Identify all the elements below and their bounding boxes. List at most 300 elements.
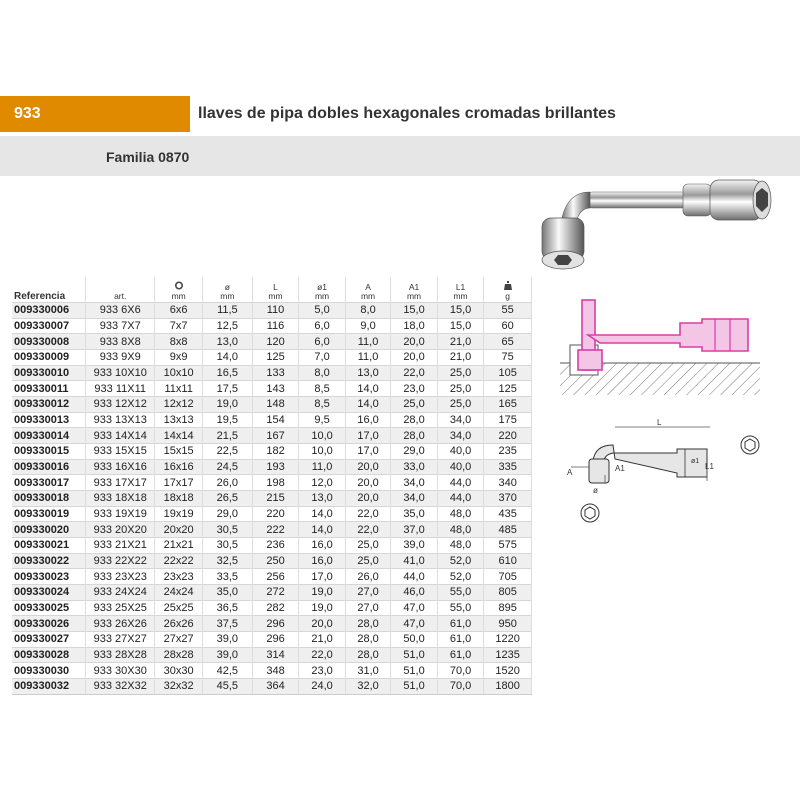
cell-diameter: 29,0 bbox=[202, 506, 252, 522]
cell-size: 32x32 bbox=[155, 679, 203, 695]
cell-size: 22x22 bbox=[155, 553, 203, 569]
cell-diameter1: 23,0 bbox=[299, 663, 346, 679]
cell-length: 222 bbox=[252, 522, 299, 538]
cell-a: 25,0 bbox=[345, 553, 390, 569]
cell-a: 28,0 bbox=[345, 632, 390, 648]
cell-referencia: 009330024 bbox=[12, 585, 86, 601]
product-table bbox=[12, 277, 532, 695]
cell-size: 25x25 bbox=[155, 600, 203, 616]
cell-diameter: 26,0 bbox=[202, 475, 252, 491]
cell-diameter: 19,0 bbox=[202, 397, 252, 413]
cell-l1: 70,0 bbox=[437, 663, 484, 679]
cell-weight: 1220 bbox=[484, 632, 532, 648]
dim-label-d1: ø1 bbox=[691, 458, 700, 465]
cell-art: 933 23X23 bbox=[86, 569, 155, 585]
cell-weight: 75 bbox=[484, 350, 532, 366]
cell-diameter: 30,5 bbox=[202, 538, 252, 554]
cell-art: 933 30X30 bbox=[86, 663, 155, 679]
cell-size: 18x18 bbox=[155, 491, 203, 507]
column-header-weight bbox=[484, 277, 532, 303]
cell-diameter: 22,5 bbox=[202, 444, 252, 460]
cell-l1: 21,0 bbox=[437, 334, 484, 350]
cell-referencia: 009330009 bbox=[12, 350, 86, 366]
cell-a1: 39,0 bbox=[391, 538, 438, 554]
cell-diameter: 32,5 bbox=[202, 553, 252, 569]
cell-diameter1: 9,5 bbox=[299, 412, 346, 428]
cell-length: 236 bbox=[252, 538, 299, 554]
table-row bbox=[12, 334, 532, 350]
cell-a1: 47,0 bbox=[391, 616, 438, 632]
cell-weight: 895 bbox=[484, 600, 532, 616]
cell-weight: 105 bbox=[484, 365, 532, 381]
cell-referencia: 009330020 bbox=[12, 522, 86, 538]
cell-a: 13,0 bbox=[345, 365, 390, 381]
cell-length: 133 bbox=[252, 365, 299, 381]
cell-a: 31,0 bbox=[345, 663, 390, 679]
table-row bbox=[12, 350, 532, 366]
cell-diameter1: 16,0 bbox=[299, 553, 346, 569]
cell-weight: 950 bbox=[484, 616, 532, 632]
cell-diameter: 30,5 bbox=[202, 522, 252, 538]
cell-weight: 65 bbox=[484, 334, 532, 350]
cell-size: 11x11 bbox=[155, 381, 203, 397]
wrench-product-image bbox=[528, 178, 778, 273]
cell-diameter1: 14,0 bbox=[299, 506, 346, 522]
cell-length: 154 bbox=[252, 412, 299, 428]
cell-art: 933 11X11 bbox=[86, 381, 155, 397]
column-label: A bbox=[365, 282, 371, 292]
cell-a1: 34,0 bbox=[391, 475, 438, 491]
column-unit: mm bbox=[406, 291, 422, 301]
cell-a1: 50,0 bbox=[391, 632, 438, 648]
column-header-referencia bbox=[12, 277, 86, 303]
cell-size: 30x30 bbox=[155, 663, 203, 679]
cell-diameter: 26,5 bbox=[202, 491, 252, 507]
cell-diameter: 35,0 bbox=[202, 585, 252, 601]
table-row bbox=[12, 475, 532, 491]
column-header-a bbox=[345, 277, 390, 303]
table-body bbox=[12, 303, 532, 695]
cell-length: 314 bbox=[252, 647, 299, 663]
cell-a: 8,0 bbox=[345, 303, 390, 319]
cell-size: 26x26 bbox=[155, 616, 203, 632]
cell-a1: 29,0 bbox=[391, 444, 438, 460]
column-header-l1 bbox=[437, 277, 484, 303]
cell-art: 933 9X9 bbox=[86, 350, 155, 366]
catalog-code: 933 bbox=[0, 96, 190, 132]
cell-diameter1: 14,0 bbox=[299, 522, 346, 538]
cell-diameter1: 12,0 bbox=[299, 475, 346, 491]
cell-diameter1: 21,0 bbox=[299, 632, 346, 648]
column-unit: mm bbox=[220, 291, 235, 301]
table-row bbox=[12, 663, 532, 679]
cell-size: 24x24 bbox=[155, 585, 203, 601]
cell-a1: 20,0 bbox=[391, 350, 438, 366]
table-row bbox=[12, 491, 532, 507]
cell-size: 17x17 bbox=[155, 475, 203, 491]
cell-diameter1: 22,0 bbox=[299, 647, 346, 663]
column-unit: art. bbox=[114, 291, 127, 301]
cell-weight: 175 bbox=[484, 412, 532, 428]
cell-size: 7x7 bbox=[155, 318, 203, 334]
cell-l1: 25,0 bbox=[437, 365, 484, 381]
cell-diameter1: 8,5 bbox=[299, 397, 346, 413]
cell-a1: 46,0 bbox=[391, 585, 438, 601]
cell-diameter1: 5,0 bbox=[299, 303, 346, 319]
cell-l1: 48,0 bbox=[437, 538, 484, 554]
wrench-section-drawing bbox=[560, 295, 760, 395]
cell-referencia: 009330027 bbox=[12, 632, 86, 648]
cell-size: 6x6 bbox=[155, 303, 203, 319]
table-row bbox=[12, 647, 532, 663]
cell-a: 16,0 bbox=[345, 412, 390, 428]
cell-diameter1: 8,5 bbox=[299, 381, 346, 397]
cell-referencia: 009330017 bbox=[12, 475, 86, 491]
table-row bbox=[12, 318, 532, 334]
cell-a: 28,0 bbox=[345, 616, 390, 632]
cell-diameter1: 16,0 bbox=[299, 538, 346, 554]
cell-a1: 51,0 bbox=[391, 647, 438, 663]
cell-a: 20,0 bbox=[345, 491, 390, 507]
cell-referencia: 009330023 bbox=[12, 569, 86, 585]
cell-size: 9x9 bbox=[155, 350, 203, 366]
cell-length: 256 bbox=[252, 569, 299, 585]
cell-weight: 1235 bbox=[484, 647, 532, 663]
cell-length: 250 bbox=[252, 553, 299, 569]
cell-weight: 610 bbox=[484, 553, 532, 569]
cell-l1: 40,0 bbox=[437, 444, 484, 460]
cell-a: 9,0 bbox=[345, 318, 390, 334]
cell-art: 933 21X21 bbox=[86, 538, 155, 554]
dim-label-L1: L1 bbox=[705, 462, 714, 471]
cell-a: 11,0 bbox=[345, 334, 390, 350]
cell-diameter1: 20,0 bbox=[299, 616, 346, 632]
cell-art: 933 15X15 bbox=[86, 444, 155, 460]
cell-diameter: 42,5 bbox=[202, 663, 252, 679]
column-label: ø bbox=[224, 282, 230, 292]
cell-a1: 20,0 bbox=[391, 334, 438, 350]
cell-weight: 340 bbox=[484, 475, 532, 491]
cell-diameter: 13,0 bbox=[202, 334, 252, 350]
cell-diameter: 36,5 bbox=[202, 600, 252, 616]
cell-length: 215 bbox=[252, 491, 299, 507]
cell-a1: 44,0 bbox=[391, 569, 438, 585]
dimension-diagram bbox=[565, 415, 785, 525]
cell-l1: 25,0 bbox=[437, 381, 484, 397]
cell-art: 933 27X27 bbox=[86, 632, 155, 648]
cell-length: 364 bbox=[252, 679, 299, 695]
column-label: L1 bbox=[455, 282, 466, 292]
cell-a: 17,0 bbox=[345, 444, 390, 460]
table-row bbox=[12, 569, 532, 585]
cell-diameter: 24,5 bbox=[202, 459, 252, 475]
cell-length: 182 bbox=[252, 444, 299, 460]
cell-l1: 52,0 bbox=[437, 553, 484, 569]
cell-weight: 165 bbox=[484, 397, 532, 413]
cell-weight: 125 bbox=[484, 381, 532, 397]
column-header-diameter1 bbox=[299, 277, 346, 303]
table-row bbox=[12, 459, 532, 475]
cell-size: 14x14 bbox=[155, 428, 203, 444]
cell-diameter1: 17,0 bbox=[299, 569, 346, 585]
cell-diameter1: 7,0 bbox=[299, 350, 346, 366]
cell-l1: 34,0 bbox=[437, 428, 484, 444]
cell-a: 25,0 bbox=[345, 538, 390, 554]
cell-diameter: 33,5 bbox=[202, 569, 252, 585]
cell-a1: 18,0 bbox=[391, 318, 438, 334]
cell-a: 11,0 bbox=[345, 350, 390, 366]
table-row bbox=[12, 553, 532, 569]
cell-referencia: 009330006 bbox=[12, 303, 86, 319]
cell-a1: 15,0 bbox=[391, 303, 438, 319]
cell-diameter1: 6,0 bbox=[299, 334, 346, 350]
cell-l1: 55,0 bbox=[437, 585, 484, 601]
cell-referencia: 009330010 bbox=[12, 365, 86, 381]
cell-size: 13x13 bbox=[155, 412, 203, 428]
cell-art: 933 10X10 bbox=[86, 365, 155, 381]
cell-a: 27,0 bbox=[345, 585, 390, 601]
cell-art: 933 8X8 bbox=[86, 334, 155, 350]
cell-length: 282 bbox=[252, 600, 299, 616]
cell-weight: 705 bbox=[484, 569, 532, 585]
cell-a1: 22,0 bbox=[391, 365, 438, 381]
table-row bbox=[12, 303, 532, 319]
cell-art: 933 14X14 bbox=[86, 428, 155, 444]
cell-art: 933 24X24 bbox=[86, 585, 155, 601]
column-header-diameter bbox=[202, 277, 252, 303]
cell-referencia: 009330030 bbox=[12, 663, 86, 679]
table-row bbox=[12, 585, 532, 601]
cell-a: 14,0 bbox=[345, 397, 390, 413]
cell-size: 12x12 bbox=[155, 397, 203, 413]
cell-diameter: 19,5 bbox=[202, 412, 252, 428]
column-header-size bbox=[155, 277, 203, 303]
cell-l1: 61,0 bbox=[437, 616, 484, 632]
cell-size: 8x8 bbox=[155, 334, 203, 350]
cell-length: 348 bbox=[252, 663, 299, 679]
cell-a: 14,0 bbox=[345, 381, 390, 397]
cell-length: 120 bbox=[252, 334, 299, 350]
cell-a: 26,0 bbox=[345, 569, 390, 585]
cell-l1: 21,0 bbox=[437, 350, 484, 366]
cell-size: 10x10 bbox=[155, 365, 203, 381]
cell-length: 148 bbox=[252, 397, 299, 413]
table-row bbox=[12, 538, 532, 554]
cell-referencia: 009330015 bbox=[12, 444, 86, 460]
cell-weight: 60 bbox=[484, 318, 532, 334]
table-row bbox=[12, 632, 532, 648]
dim-label-L: L bbox=[657, 418, 662, 427]
table-row bbox=[12, 600, 532, 616]
cell-diameter: 45,5 bbox=[202, 679, 252, 695]
dim-label-A1: A1 bbox=[615, 464, 625, 473]
cell-art: 933 28X28 bbox=[86, 647, 155, 663]
cell-size: 20x20 bbox=[155, 522, 203, 538]
column-unit: mm bbox=[360, 291, 376, 301]
cell-referencia: 009330014 bbox=[12, 428, 86, 444]
cell-weight: 575 bbox=[484, 538, 532, 554]
cell-diameter1: 8,0 bbox=[299, 365, 346, 381]
cell-diameter: 39,0 bbox=[202, 632, 252, 648]
cell-referencia: 009330028 bbox=[12, 647, 86, 663]
cell-art: 933 32X32 bbox=[86, 679, 155, 695]
column-header-art bbox=[86, 277, 155, 303]
column-unit: mm bbox=[171, 291, 186, 301]
dim-label-A: A bbox=[567, 468, 573, 477]
cell-diameter1: 10,0 bbox=[299, 428, 346, 444]
cell-art: 933 6X6 bbox=[86, 303, 155, 319]
cell-diameter: 16,5 bbox=[202, 365, 252, 381]
cell-length: 272 bbox=[252, 585, 299, 601]
cell-a1: 28,0 bbox=[391, 428, 438, 444]
table-row bbox=[12, 428, 532, 444]
table-row bbox=[12, 365, 532, 381]
cell-a1: 37,0 bbox=[391, 522, 438, 538]
cell-weight: 370 bbox=[484, 491, 532, 507]
cell-referencia: 009330018 bbox=[12, 491, 86, 507]
table-row bbox=[12, 522, 532, 538]
cell-a: 17,0 bbox=[345, 428, 390, 444]
cell-referencia: 009330026 bbox=[12, 616, 86, 632]
cell-diameter: 17,5 bbox=[202, 381, 252, 397]
column-label: Referencia bbox=[14, 291, 66, 302]
cell-l1: 55,0 bbox=[437, 600, 484, 616]
column-header-length bbox=[252, 277, 299, 303]
cell-l1: 25,0 bbox=[437, 397, 484, 413]
cell-diameter1: 10,0 bbox=[299, 444, 346, 460]
cell-art: 933 7X7 bbox=[86, 318, 155, 334]
cell-art: 933 16X16 bbox=[86, 459, 155, 475]
cell-referencia: 009330025 bbox=[12, 600, 86, 616]
cell-referencia: 009330011 bbox=[12, 381, 86, 397]
cell-diameter: 14,0 bbox=[202, 350, 252, 366]
cell-size: 16x16 bbox=[155, 459, 203, 475]
cell-weight: 220 bbox=[484, 428, 532, 444]
cell-weight: 485 bbox=[484, 522, 532, 538]
cell-diameter1: 19,0 bbox=[299, 585, 346, 601]
cell-art: 933 19X19 bbox=[86, 506, 155, 522]
cell-a: 28,0 bbox=[345, 647, 390, 663]
cell-length: 143 bbox=[252, 381, 299, 397]
column-label: L bbox=[273, 282, 278, 292]
cell-diameter1: 6,0 bbox=[299, 318, 346, 334]
cell-a: 20,0 bbox=[345, 475, 390, 491]
cell-l1: 52,0 bbox=[437, 569, 484, 585]
cell-a1: 33,0 bbox=[391, 459, 438, 475]
cell-length: 167 bbox=[252, 428, 299, 444]
cell-diameter1: 19,0 bbox=[299, 600, 346, 616]
cell-weight: 55 bbox=[484, 303, 532, 319]
cell-length: 125 bbox=[252, 350, 299, 366]
cell-diameter: 21,5 bbox=[202, 428, 252, 444]
page-title: llaves de pipa dobles hexagonales cromadas brillantes bbox=[198, 105, 616, 122]
cell-a1: 47,0 bbox=[391, 600, 438, 616]
cell-size: 27x27 bbox=[155, 632, 203, 648]
cell-diameter: 11,5 bbox=[202, 303, 252, 319]
cell-a1: 51,0 bbox=[391, 663, 438, 679]
cell-a1: 34,0 bbox=[391, 491, 438, 507]
cell-a: 27,0 bbox=[345, 600, 390, 616]
cell-a1: 23,0 bbox=[391, 381, 438, 397]
column-unit: mm bbox=[314, 291, 330, 301]
table-row bbox=[12, 381, 532, 397]
cell-referencia: 009330021 bbox=[12, 538, 86, 554]
cell-a1: 28,0 bbox=[391, 412, 438, 428]
cell-l1: 70,0 bbox=[437, 679, 484, 695]
cell-weight: 1800 bbox=[484, 679, 532, 695]
cell-a1: 51,0 bbox=[391, 679, 438, 695]
table-header-row bbox=[12, 277, 532, 303]
cell-diameter: 37,5 bbox=[202, 616, 252, 632]
cell-a: 32,0 bbox=[345, 679, 390, 695]
cell-art: 933 20X20 bbox=[86, 522, 155, 538]
cell-l1: 15,0 bbox=[437, 318, 484, 334]
cell-art: 933 13X13 bbox=[86, 412, 155, 428]
table-row bbox=[12, 412, 532, 428]
cell-referencia: 009330013 bbox=[12, 412, 86, 428]
cell-art: 933 22X22 bbox=[86, 553, 155, 569]
table-row bbox=[12, 616, 532, 632]
cell-referencia: 009330022 bbox=[12, 553, 86, 569]
cell-size: 28x28 bbox=[155, 647, 203, 663]
cell-l1: 48,0 bbox=[437, 506, 484, 522]
cell-length: 296 bbox=[252, 616, 299, 632]
cell-art: 933 18X18 bbox=[86, 491, 155, 507]
cell-size: 21x21 bbox=[155, 538, 203, 554]
dim-label-d: ø bbox=[593, 486, 598, 495]
cell-l1: 40,0 bbox=[437, 459, 484, 475]
table-row bbox=[12, 444, 532, 460]
cell-art: 933 12X12 bbox=[86, 397, 155, 413]
cell-length: 198 bbox=[252, 475, 299, 491]
column-label: ø1 bbox=[317, 282, 327, 292]
cell-a: 22,0 bbox=[345, 522, 390, 538]
cell-weight: 1520 bbox=[484, 663, 532, 679]
cell-a1: 35,0 bbox=[391, 506, 438, 522]
table-row bbox=[12, 397, 532, 413]
cell-weight: 235 bbox=[484, 444, 532, 460]
cell-referencia: 009330012 bbox=[12, 397, 86, 413]
column-unit: g bbox=[505, 291, 511, 301]
column-header-a1 bbox=[391, 277, 438, 303]
cell-weight: 435 bbox=[484, 506, 532, 522]
cell-l1: 34,0 bbox=[437, 412, 484, 428]
cell-art: 933 26X26 bbox=[86, 616, 155, 632]
column-unit: mm bbox=[453, 291, 468, 301]
cell-size: 23x23 bbox=[155, 569, 203, 585]
cell-a: 20,0 bbox=[345, 459, 390, 475]
table-row bbox=[12, 679, 532, 695]
cell-a1: 41,0 bbox=[391, 553, 438, 569]
cell-diameter: 12,5 bbox=[202, 318, 252, 334]
cell-referencia: 009330016 bbox=[12, 459, 86, 475]
cell-l1: 61,0 bbox=[437, 632, 484, 648]
cell-weight: 335 bbox=[484, 459, 532, 475]
cell-a1: 25,0 bbox=[391, 397, 438, 413]
cell-length: 220 bbox=[252, 506, 299, 522]
cell-l1: 48,0 bbox=[437, 522, 484, 538]
cell-length: 116 bbox=[252, 318, 299, 334]
cell-diameter1: 11,0 bbox=[299, 459, 346, 475]
cell-diameter: 39,0 bbox=[202, 647, 252, 663]
family-label: Familia 0870 bbox=[106, 149, 190, 165]
cell-l1: 44,0 bbox=[437, 491, 484, 507]
column-label: A1 bbox=[408, 282, 420, 292]
cell-referencia: 009330019 bbox=[12, 506, 86, 522]
cell-referencia: 009330032 bbox=[12, 679, 86, 695]
cell-size: 15x15 bbox=[155, 444, 203, 460]
cell-art: 933 17X17 bbox=[86, 475, 155, 491]
